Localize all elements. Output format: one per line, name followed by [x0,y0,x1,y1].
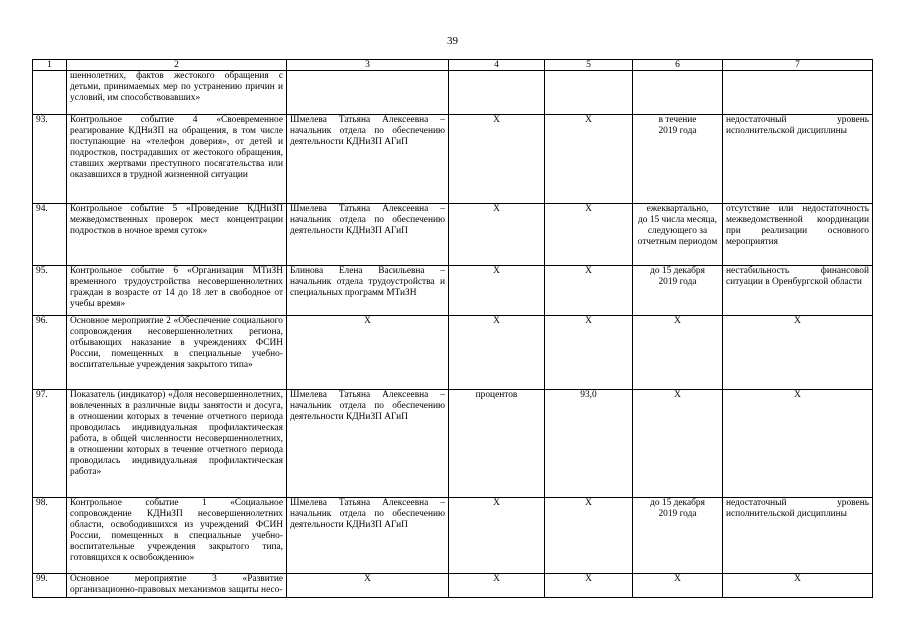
risk-cell: отсутствие или недостаточность межведомственной координации при реализации основного мероприятия [723,204,873,266]
column-number: 1 [33,60,67,71]
responsible-cell: Шмелева Татьяна Алексеевна – начальник отдела по обеспечению деятельности КДНиЗП АГиП [287,115,449,204]
value-cell: Х [545,204,633,266]
row-number: 94. [33,204,67,266]
unit-cell: Х [449,204,545,266]
column-number: 6 [633,60,723,71]
row-number: 95. [33,266,67,316]
risk-cell: Х [723,574,873,598]
column-number: 5 [545,60,633,71]
value-cell: Х [545,115,633,204]
responsible-cell: Шмелева Татьяна Алексеевна – начальник отдела по обеспечению деятельности КДНиЗП АГиП [287,498,449,574]
column-number: 7 [723,60,873,71]
event-cell: Контрольное событие 4 «Своевременное реагирование КДНиЗП на обращения, в том числе поступающие на «телефон доверия», от детей и подростков, пострадавших от жестокого обращения, ставших жертвами преступного посягательства или оказавшихся в трудной жизненной ситуации [67,115,287,204]
table-row [33,498,873,574]
unit-cell: Х [449,316,545,390]
column-number: 2 [67,60,287,71]
risk-cell: Х [723,390,873,498]
unit-cell: процентов [449,390,545,498]
row-number [33,71,67,115]
column-number: 4 [449,60,545,71]
event-cell: шеннолетних, фактов жестокого обращения с детьми, принимаемых мер по устранению причин и условий, им способствовавших» [67,71,287,115]
unit-cell: Х [449,115,545,204]
table-row [33,266,873,316]
risk-cell: Х [723,316,873,390]
row-number: 97. [33,390,67,498]
value-cell: Х [545,574,633,598]
responsible-cell: Х [287,316,449,390]
unit-cell: Х [449,498,545,574]
row-number: 93. [33,115,67,204]
table-row [33,316,873,390]
deadline-cell: до 15 декабря 2019 года [633,266,723,316]
page-number: 39 [447,35,458,47]
deadline-cell: ежеквартально, до 15 числа месяца, следующего за отчетным периодом [633,204,723,266]
responsible-cell: Шмелева Татьяна Алексеевна – начальник отдела по обеспечению деятельности КДНиЗП АГиП [287,204,449,266]
event-cell: Показатель (индикатор) «Доля несовершеннолетних, вовлеченных в различные виды занятости и досуга, в отношении которых в течение отчетного периода проводилась индивидуальная профилактическая работа, в общей численности несовершеннолетних, в отношении которых в течение отчетного периода проводилась индивидуальная профилактическая работа» [67,390,287,498]
responsible-cell [287,71,449,115]
risk-cell: недостаточный уровень исполнительской дисциплины [723,498,873,574]
row-number: 96. [33,316,67,390]
plan-table [32,59,873,598]
event-cell: Контрольное событие 5 «Проведение КДНиЗП межведомственных проверок мест концентрации подростков в ночное время суток» [67,204,287,266]
value-cell [545,71,633,115]
value-cell: 93,0 [545,390,633,498]
responsible-cell: Х [287,574,449,598]
table-row [33,204,873,266]
deadline-cell [633,71,723,115]
unit-cell: Х [449,574,545,598]
risk-cell: недостаточный уровень исполнительской дисциплины [723,115,873,204]
row-number: 99. [33,574,67,598]
deadline-cell: Х [633,574,723,598]
value-cell: Х [545,266,633,316]
risk-cell: нестабильность финансовой ситуации в Оренбургской области [723,266,873,316]
risk-cell [723,71,873,115]
column-number-row [33,60,873,71]
event-cell: Контрольное событие 1 «Социальное сопровождение КДНиЗП несовершеннолетних области, освободившихся из учреждений ФСИН России, помещенных в специальные учебно-воспитательные учреждения закрытого типа, готовящихся к освобождению» [67,498,287,574]
deadline-cell: Х [633,390,723,498]
value-cell: Х [545,498,633,574]
deadline-cell: в течение 2019 года [633,115,723,204]
column-number: 3 [287,60,449,71]
event-cell: Основное мероприятие 3 «Развитие организационно-правовых механизмов защиты несо- [67,574,287,598]
table-row [33,574,873,598]
deadline-cell: Х [633,316,723,390]
unit-cell [449,71,545,115]
event-cell: Основное мероприятие 2 «Обеспечение социального сопровождения несовершеннолетних региона, отбывающих наказание в учреждениях ФСИН России, помещенных в специальные учебно-воспитательные учреждения закрытого типа» [67,316,287,390]
responsible-cell: Шмелева Татьяна Алексеевна – начальник отдела по обеспечению деятельности КДНиЗП АГиП [287,390,449,498]
row-number: 98. [33,498,67,574]
unit-cell: Х [449,266,545,316]
table-row [33,115,873,204]
responsible-cell: Блинова Елена Васильевна – начальник отдела трудоустройства и специальных программ МТиЗН [287,266,449,316]
value-cell: Х [545,316,633,390]
deadline-cell: до 15 декабря 2019 года [633,498,723,574]
table-row [33,71,873,115]
table-row [33,390,873,498]
event-cell: Контрольное событие 6 «Организация МТиЗН временного трудоустройства несовершеннолетних граждан в возрасте от 14 до 18 лет в свободное от учебы время» [67,266,287,316]
